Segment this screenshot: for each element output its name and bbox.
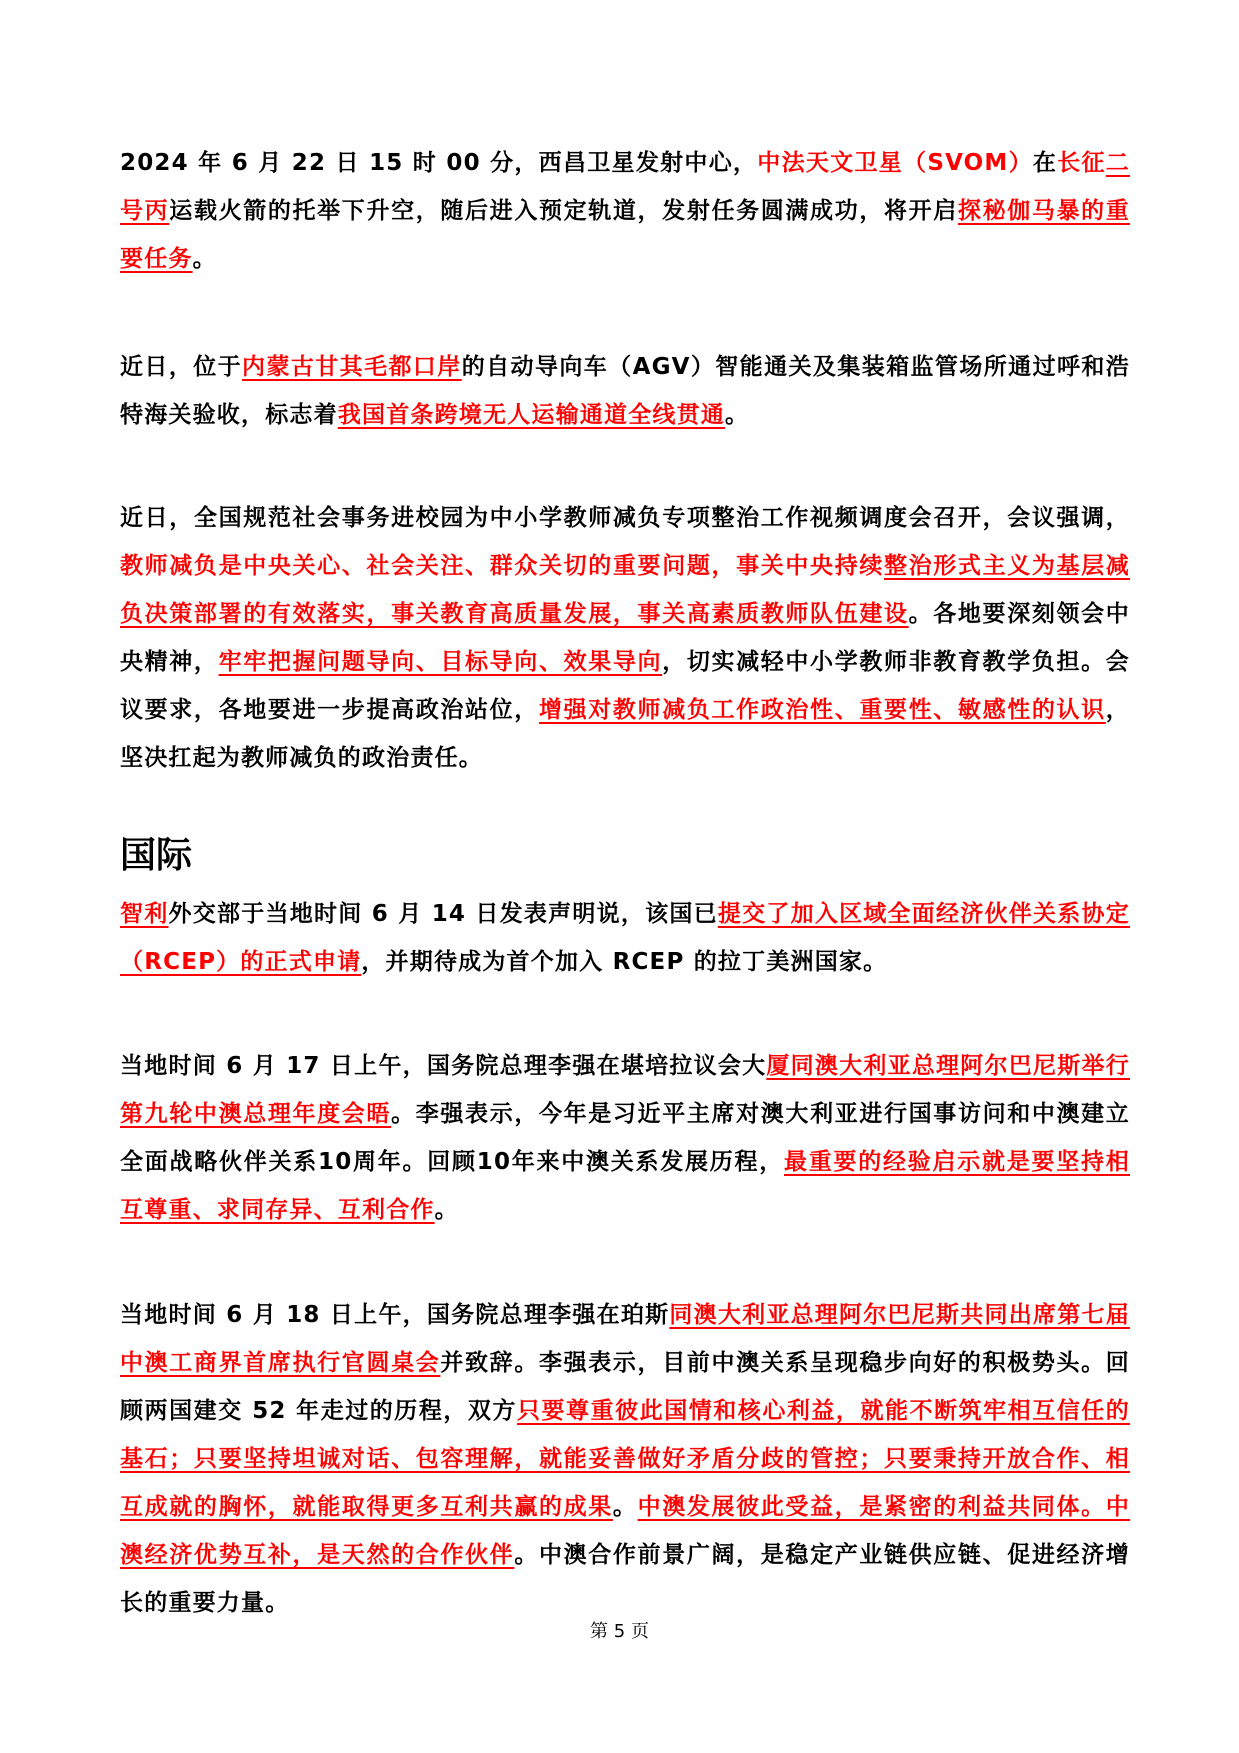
text-segment: 当地时间 6 月 17 日上午，国务院总理李强在堪培拉议会大 [120, 1053, 767, 1079]
highlight-underlined-text: 二号丙 [120, 150, 1130, 224]
text-segment: 。各地要深刻领会中央精神， [120, 601, 1130, 675]
text-segment: 。 [192, 246, 217, 272]
highlight-underlined-text: 智利 [120, 901, 169, 927]
page-number: 第 5 页 [590, 1621, 649, 1642]
highlight-underlined-text: 增强对教师减负工作政治性、重要性、敏感性的认识 [538, 697, 1106, 723]
text-segment: 。 [434, 1197, 459, 1223]
paragraph-perth-roundtable [120, 1291, 1130, 1627]
paragraph-svom-launch [120, 139, 1130, 283]
highlight-underlined-text: 同澳大利亚总理阿尔巴尼斯共同出席第七届中澳工商界首席执行官圆桌会 [120, 1302, 1130, 1376]
paragraph-canberra-meeting [120, 1042, 1130, 1234]
text-segment: 近日，全国规范社会事务进校园为中小学教师减负专项整治工作视频调度会召开，会议强调， [120, 505, 1130, 531]
text-segment: 2024 年 6 月 22 日 15 时 00 分，西昌卫星发射中心， [120, 150, 758, 176]
text-segment: ，坚决扛起为教师减负的政治责任。 [120, 697, 1130, 771]
highlight-underlined-text: 整治形式主义为基层减负决策部署的有效落实，事关教育高质量发展，事关高素质教师队伍建设 [120, 553, 1131, 627]
highlight-underlined-text: 只要尊重彼此国情和核心利益，就能不断筑牢相互信任的基石；只要坚持坦诚对话、包容理解，就能妥善做好矛盾分歧的管控；只要秉持开放合作、相互成就的胸怀，就能取得更多互利共赢的成果 [120, 1398, 1131, 1520]
highlight-text: 中法天文卫星（SVOM） [757, 150, 1033, 176]
text-segment: 外交部于当地时间 6 月 14 日发表声明说，该国已 [168, 901, 718, 927]
highlight-underlined-text: 最重要的经验启示就是要坚持相互尊重、求同存异、互利合作 [120, 1149, 1130, 1223]
text-segment: 在 [1032, 150, 1058, 176]
paragraph-chile-rcep [120, 890, 1130, 986]
text-segment: ，并期待成为首个加入 RCEP 的拉丁美洲国家。 [361, 949, 888, 975]
highlight-underlined-text: 厦同澳大利亚总理阿尔巴尼斯举行第九轮中澳总理年度会晤 [120, 1053, 1130, 1127]
paragraph-teacher-burden [120, 494, 1130, 782]
highlight-underlined-text: 提交了加入区域全面经济伙伴关系协定（RCEP）的正式申请 [120, 901, 1130, 975]
highlight-text: 长征 [1057, 150, 1106, 176]
highlight-underlined-text: 我国首条跨境无人运输通道全线贯通 [337, 402, 726, 428]
text-segment: 运载火箭的托举下升空，随后进入预定轨道，发射任务圆满成功，将开启 [169, 198, 958, 224]
text-segment: 。李强表示，今年是习近平主席对澳大利亚进行国事访问和中澳建立全面战略伙伴关系10周年。回顾10年来中澳关系发展历程， [120, 1101, 1131, 1175]
highlight-underlined-text: 牢牢把握问题导向、目标导向、效果导向 [218, 649, 663, 675]
highlight-underlined-text: 探秘伽马暴的重要任务 [120, 198, 1130, 272]
text-segment: 。中澳合作前景广阔，是稳定产业链供应链、促进经济增长的重要力量。 [120, 1542, 1131, 1616]
text-segment: 的自动导向车（AGV）智能通关及集装箱监管场所通过呼和浩特海关验收，标志着 [120, 354, 1130, 428]
text-segment: 。 [725, 402, 750, 428]
text-segment: 并致辞。李强表示，目前中澳关系呈现稳步向好的积极势头。回顾两国建交 52 年走过的历程，双方 [120, 1350, 1130, 1424]
paragraph-agv-port [120, 343, 1130, 439]
highlight-text: 教师减负是中央关心、社会关注、群众关切的重要问题，事关中央持续 [120, 553, 884, 579]
text-segment: 当地时间 6 月 18 日上午，国务院总理李强在珀斯 [120, 1302, 670, 1328]
highlight-underlined-text: 内蒙古甘其毛都口岸 [242, 354, 462, 380]
text-segment: 。 [612, 1494, 638, 1520]
text-segment: 近日，位于 [120, 354, 243, 380]
text-segment: ，切实减轻中小学教师非教育教学负担。会议要求，各地要进一步提高政治站位， [120, 649, 1130, 723]
section-heading-international: 国际 [120, 835, 193, 876]
highlight-underlined-text: 中澳发展彼此受益，是紧密的利益共同体。中澳经济优势互补，是天然的合作伙伴 [120, 1494, 1131, 1568]
